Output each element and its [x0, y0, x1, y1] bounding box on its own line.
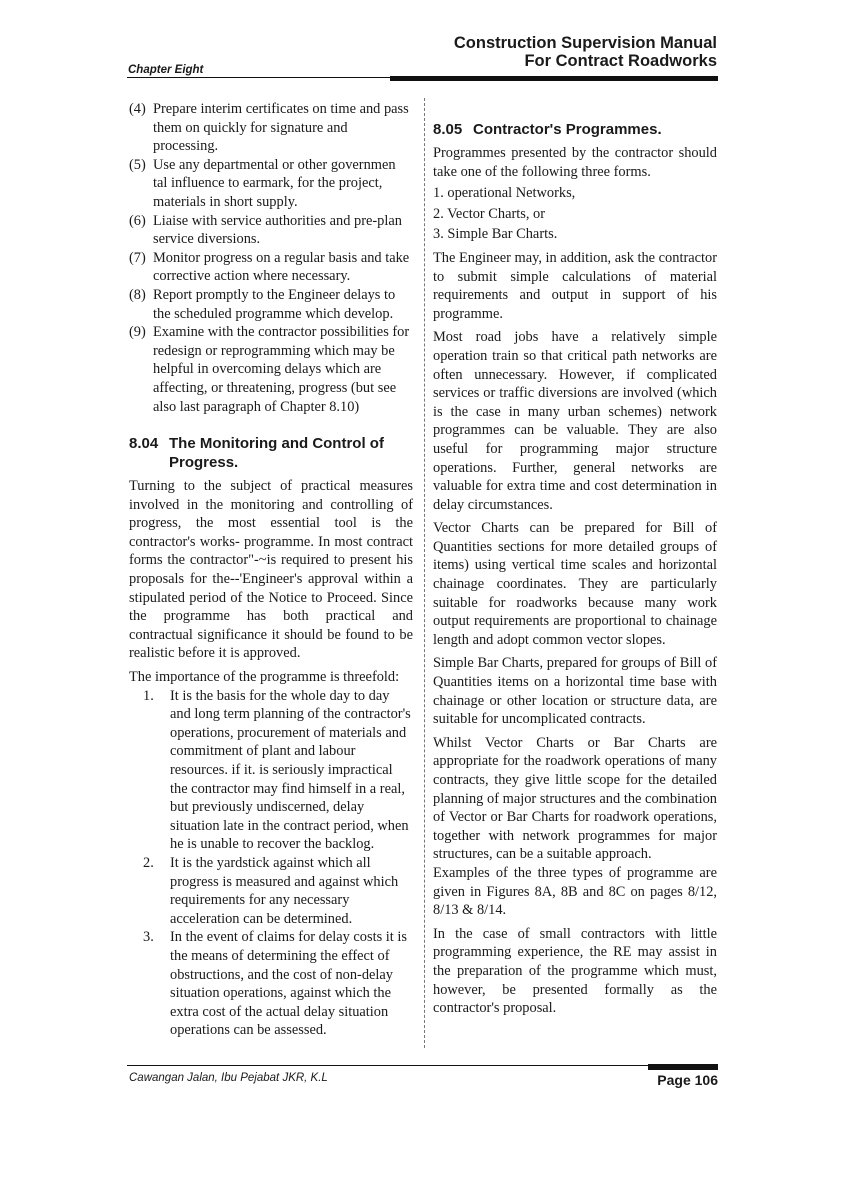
- list-item: 3. Simple Bar Charts.: [433, 226, 558, 243]
- page-number: Page 106: [657, 1072, 718, 1088]
- list-item: (6) Liaise with service authorities and pre-plan service diversions.: [129, 212, 402, 248]
- paragraph: The importance of the programme is threefold:: [129, 669, 400, 686]
- list-item: (7) Monitor progress on a regular basis and take corrective action where necessary.: [129, 249, 410, 285]
- paragraph: In the case of small contractors with little programming experience, the RE may assist in the preparation of the programme which must, however, be presented formally as the contractor's proposal.: [433, 925, 717, 1017]
- paragraph: Turning to the subject of practical measures involved in the monitoring and controlling of progress, the most essential tool is the contractor's works- programme. In most contract forms the contractor"-~is required to present his proposals for the--'Engineer's approval within a stipulated period of the Notice to Proceed. Since the programme has both practical and contractual significance it should be found to be realistic before it is approved.: [129, 478, 413, 662]
- list-item: (4) Prepare interim certificates on time and pass them on quickly for signature and processing.: [129, 101, 409, 155]
- paragraph: Examples of the three types of programme are given in Figures 8A, 8B and 8C on pages 8/12, 8/13 & 8/14.: [433, 864, 717, 919]
- list-item: 1. operational Networks,: [433, 185, 576, 202]
- paragraph: Whilst Vector Charts or Bar Charts are appropriate for the roadwork operations of many contracts, they give little scope for the detailed planning of major structures and the combination of Vector or Bar Charts for roadwork operations, together with network programmes for major structures, can be a suitable approach.: [433, 734, 717, 863]
- list-item: 3. In the event of claims for delay costs it is the means of determining the effect of obstructions, and the cost of non-delay situation operations, against which the extra cost of the actual delay situation operations can be assessed.: [143, 929, 407, 1039]
- footer-source: Cawangan Jalan, Ibu Pejabat JKR, K.L: [129, 1072, 328, 1084]
- footer-rule-thick: [648, 1064, 718, 1070]
- list-item: (8) Report promptly to the Engineer delays to the scheduled programme which develop.: [129, 286, 396, 322]
- right-column: [433, 96, 717, 1018]
- chapter-label: Chapter Eight: [128, 64, 204, 76]
- footer-rule: [127, 1065, 718, 1066]
- section-heading-805: 8.05 Contractor's Programmes.: [433, 121, 662, 138]
- section-heading-804: 8.04 The Monitoring and Control of Progress.: [129, 435, 384, 472]
- paragraph: Programmes presented by the contractor should take one of the following three forms.: [433, 145, 717, 180]
- paragraph: Most road jobs have a relatively simple operation train so that critical path networks are often unnecessary. However, if complicated services or traffic diversions are involved (which is the case in many urban schemes) network programmes can be valuable. They are also useful for programming major structure operations. Further, general networks are valuable for extra time and cost determination in delay circumstances.: [433, 329, 717, 513]
- list-item: 1. It is the basis for the whole day to day and long term planning of the contractor's operations, procurement of materials and commitment of plant and labour resources. if it. is seriously impractical the contractor may find himself in a real, but previously undiscerned, delay situation late in the contract period, when he is unable to recover the backlog.: [143, 687, 411, 853]
- list-item: 2. Vector Charts, or: [433, 205, 546, 222]
- importance-list: [129, 687, 413, 1040]
- header-rule-thick: [390, 76, 718, 81]
- paragraph: The Engineer may, in addition, ask the contractor to submit simple calculations of material requirements and output in support of his programme.: [433, 249, 717, 322]
- paragraph: Simple Bar Charts, prepared for groups of Bill of Quantities items on a horizontal time base with chainage or other location or structure data, are suitable for uncomplicated contracts.: [433, 655, 717, 728]
- column-divider: [424, 98, 425, 1048]
- manual-subtitle: For Contract Roadworks: [524, 52, 717, 70]
- list-item: 2. It is the yardstick against which all progress is measured and against which requirements for any necessary acceleration can be determined.: [143, 854, 399, 927]
- manual-title: Construction Supervision Manual: [453, 34, 717, 52]
- left-column: [129, 100, 413, 1040]
- list-item: (5) Use any departmental or other governmen tal influence to earmark, for the project, materials in short supply.: [129, 156, 396, 210]
- list-item: (9) Examine with the contractor possibilities for redesign or reprogramming which may be helpful in overcoming delays which are affecting, or threatening, progress (but see also last paragraph of Chapter 8.10): [129, 324, 410, 415]
- paragraph: Vector Charts can be prepared for Bill of Quantities sections for more detailed groups of items) using vertical time scales and horizontal chainage coordinates. They are particularly suitable for roadworks because many work output requirements are proportional to chainage length and adopt common vector slopes.: [433, 520, 717, 648]
- forms-list: [433, 184, 717, 244]
- duties-list: [129, 100, 413, 416]
